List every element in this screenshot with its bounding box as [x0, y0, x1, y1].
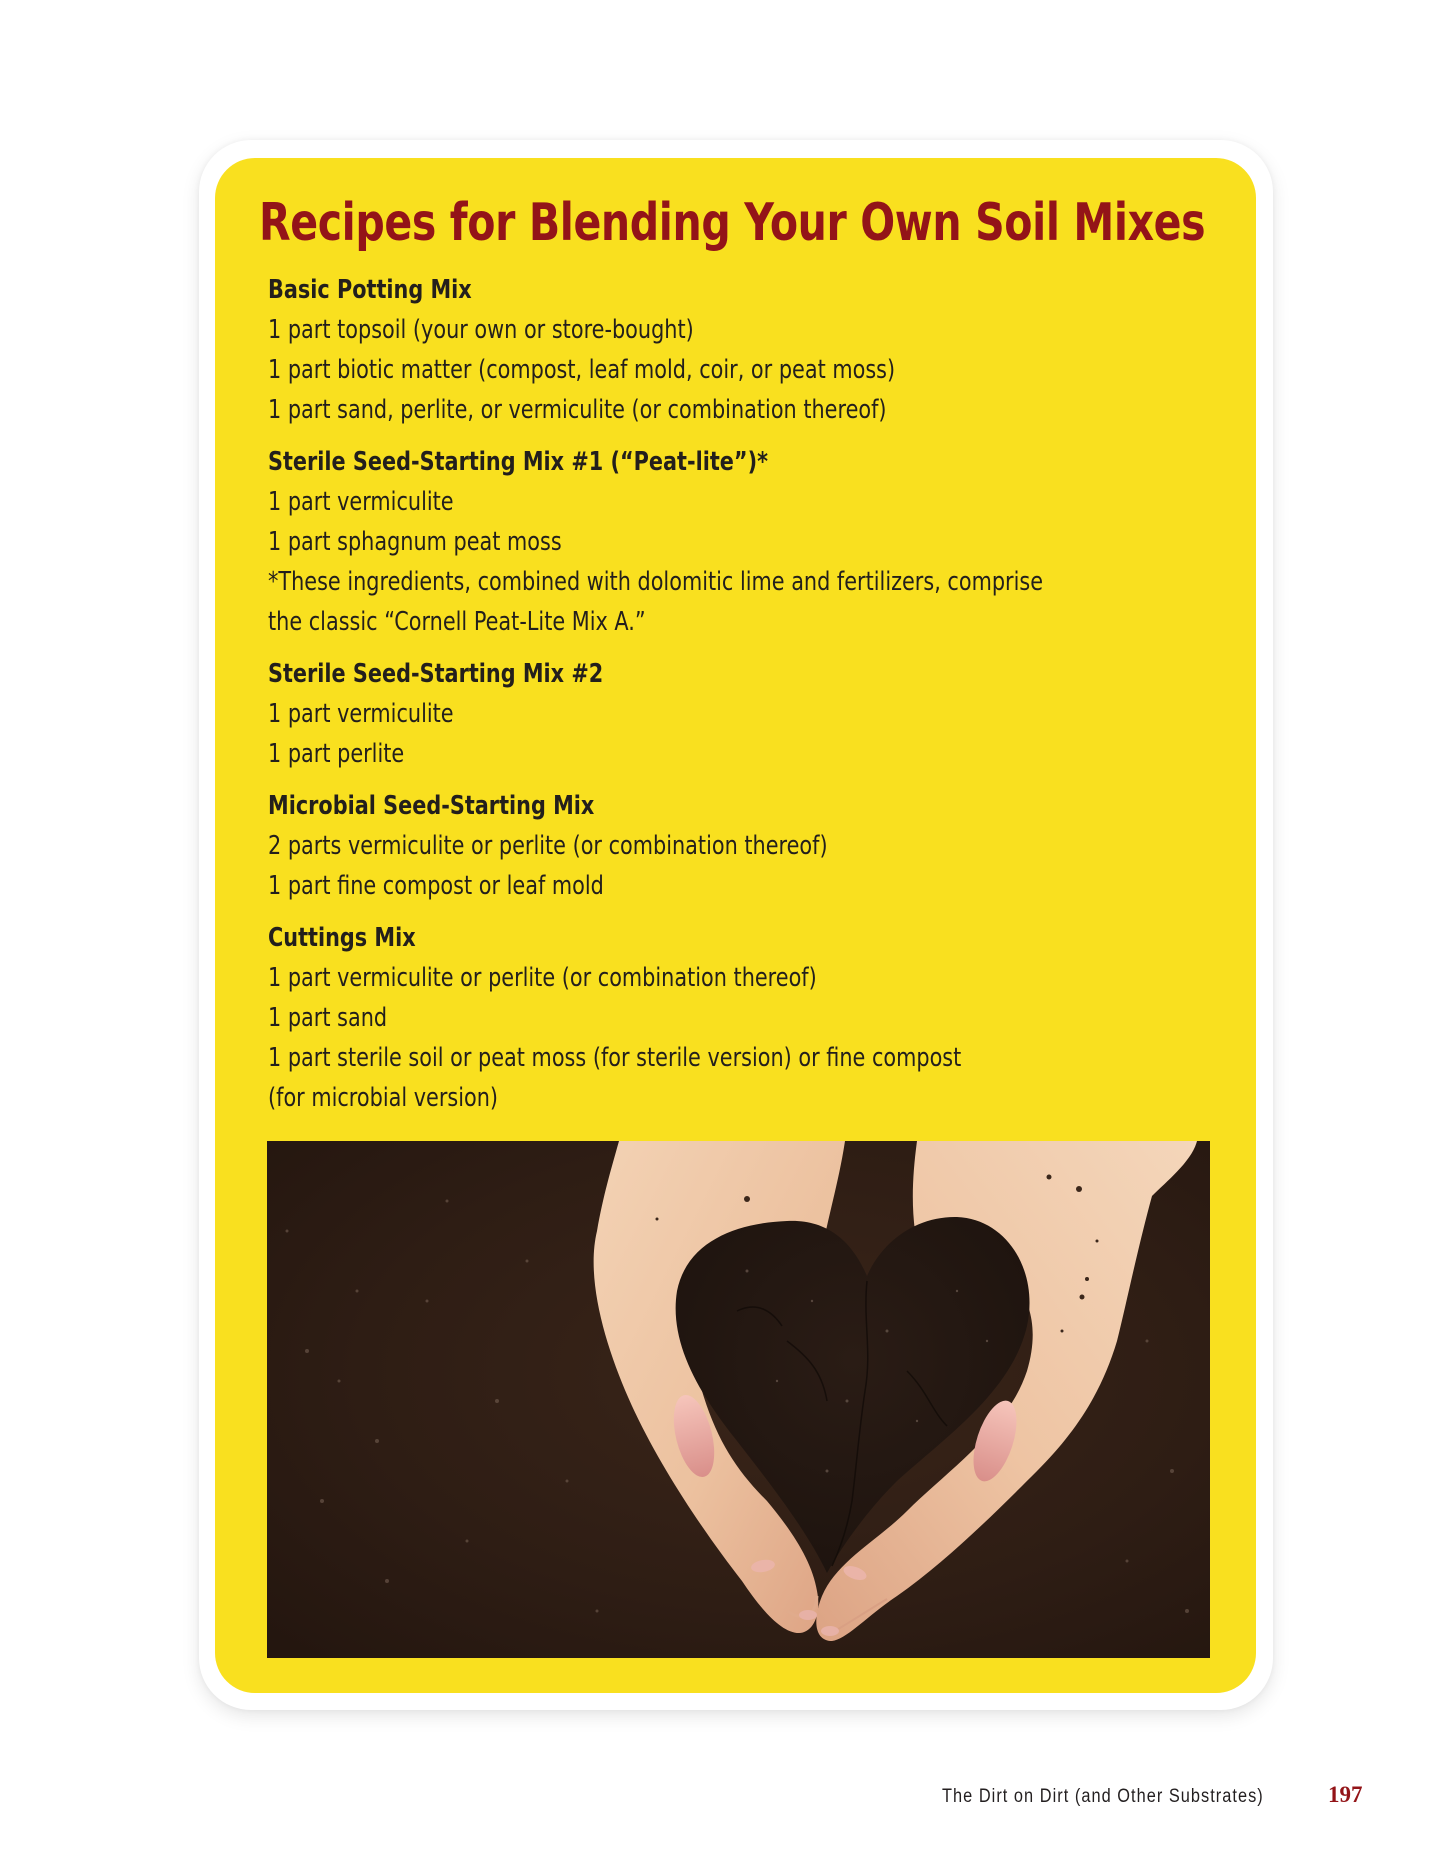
- recipe-ingredient: 2 parts vermiculite or perlite (or combination thereof): [268, 831, 828, 861]
- recipe-ingredient: 1 part sand, perlite, or vermiculite (or combination thereof): [268, 395, 887, 425]
- recipe-ingredient: 1 part topsoil (your own or store-bought): [268, 315, 694, 345]
- recipe-ingredient: 1 part sand: [268, 1003, 388, 1033]
- recipe-heading: Microbial Seed-Starting Mix: [268, 791, 595, 821]
- recipe-ingredient: 1 part sphagnum peat moss: [268, 527, 562, 557]
- recipe-ingredient: 1 part vermiculite: [268, 487, 454, 517]
- recipe-ingredient: 1 part vermiculite: [268, 699, 454, 729]
- photo-hands-soil-heart: [267, 1141, 1210, 1658]
- running-footer-title: The Dirt on Dirt (and Other Substrates): [942, 1786, 1264, 1807]
- recipe-ingredient: 1 part perlite: [268, 739, 405, 769]
- recipe-ingredient: 1 part fine compost or leaf mold: [268, 871, 604, 901]
- recipe-footnote: *These ingredients, combined with dolomitic lime and fertilizers, comprise: [268, 567, 1044, 597]
- recipe-basic-potting-mix: [268, 270, 1043, 430]
- recipe-ingredient: 1 part vermiculite or perlite (or combination thereof): [268, 963, 817, 993]
- recipe-heading: Sterile Seed-Starting Mix #1 (“Peat-lite”)*: [268, 447, 768, 477]
- panel-title: Recipes for Blending Your Own Soil Mixes: [259, 193, 1206, 253]
- recipe-ingredient: 1 part biotic matter (compost, leaf mold, coir, or peat moss): [268, 355, 896, 385]
- soil-heart-photo-icon: [267, 1141, 1210, 1658]
- recipe-heading: Cuttings Mix: [268, 923, 416, 953]
- recipe-cuttings-mix: [268, 918, 1043, 1118]
- recipe-footnote: the classic “Cornell Peat-Lite Mix A.”: [268, 607, 646, 637]
- recipe-sterile-seed-mix-1: [268, 442, 1043, 642]
- page-number: 197: [1328, 1782, 1363, 1807]
- recipe-microbial-seed-mix: [268, 786, 1043, 906]
- recipe-list: [268, 270, 1043, 1130]
- recipe-ingredient: 1 part sterile soil or peat moss (for sterile version) or fine compost: [268, 1043, 962, 1073]
- recipe-heading: Basic Potting Mix: [268, 275, 472, 305]
- recipe-sterile-seed-mix-2: [268, 654, 1043, 774]
- recipe-ingredient: (for microbial version): [268, 1083, 499, 1113]
- recipe-heading: Sterile Seed-Starting Mix #2: [268, 659, 604, 689]
